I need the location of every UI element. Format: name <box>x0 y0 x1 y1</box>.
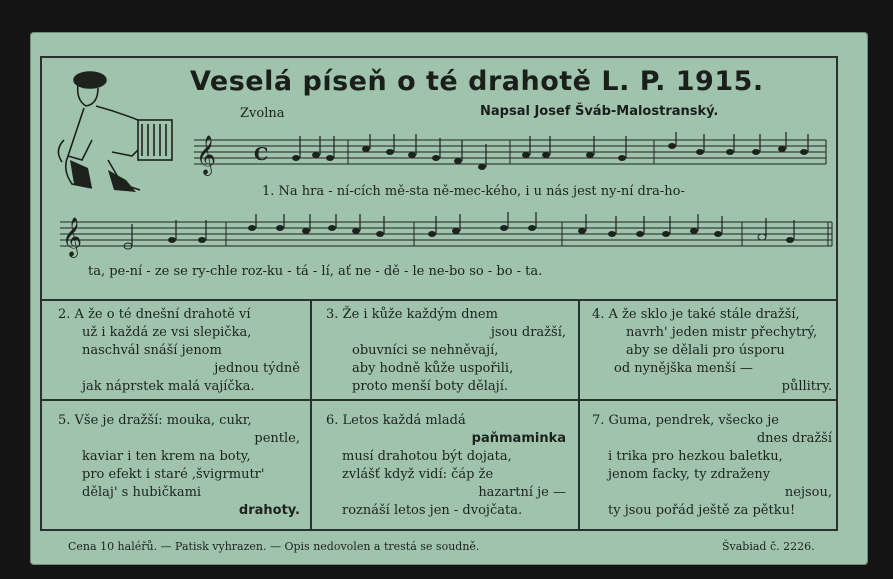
verse-5: 5. Vše je dražší: mouka, cukr, pentle, kaviar i ten krem na boty, pro efekt i staré ,švigrmutr' dělaj' s hubičkami drahoty. <box>58 413 300 518</box>
author-line: Napsal Josef Šváb-Malostranský. <box>480 104 719 119</box>
verse-number: 3. <box>326 307 339 322</box>
grid-col-rule-1 <box>310 300 312 531</box>
tempo-marking: Zvolna <box>240 106 285 121</box>
grid-col-rule-2 <box>578 300 580 531</box>
verse-number: 4. <box>592 307 605 322</box>
svg-text:𝄞: 𝄞 <box>196 135 217 175</box>
verse-2: 2. A že o té dnešní drahotě ví už i každá ze vsi slepička, naschvál snáší jenom jednou týdně jak náprstek malá vajíčka. <box>58 307 300 394</box>
lyrics-line-1: 1. Na hra - ní-cích mě-sta ně-mec-kého, i u nás jest ny-ní dra-ho- <box>262 184 685 199</box>
svg-text:C: C <box>254 144 269 165</box>
footer-catalog-number: Švabiad č. 2226. <box>722 540 815 553</box>
verse-7: 7. Guma, pendrek, všecko je dnes dražší i trika pro hezkou baletku, jenom facky, ty zdraženy nejsou, ty jsou pořád ještě za pětku! <box>592 413 832 518</box>
music-staff-2 <box>56 212 836 260</box>
verse-number: 2. <box>58 307 71 322</box>
music-staff-1 <box>190 132 830 180</box>
footer-price-copyright: Cena 10 haléřů. — Patisk vyhrazen. — Opis nedovolen a trestá se soudně. <box>68 540 480 553</box>
grid-top-rule <box>40 299 838 301</box>
verse-3: 3. Že i kůže každým dnem jsou dražší, obuvníci se nehněvají, aby hodně kůže uspořili, proto menší boty dělají. <box>326 307 566 394</box>
verse-number: 7. <box>592 413 605 428</box>
lyrics-line-2: ta, pe-ní - ze se ry-chle roz-ku - tá - lí, ať ne - dě - le ne-bo so - bo - ta. <box>88 264 543 279</box>
grid-middle-rule <box>40 399 838 401</box>
verse-number: 5. <box>58 413 71 428</box>
verse-6: 6. Letos každá mladá paňmaminka musí drahotou být dojata, zvlášť když vidí: čáp že hazartní je — roznáší letos jen - dvojčata. <box>326 413 566 518</box>
svg-text:𝄞: 𝄞 <box>62 217 83 257</box>
song-title: Veselá píseň o té drahotě L. P. 1915. <box>190 66 764 97</box>
verse-number: 6. <box>326 413 339 428</box>
verse-4: 4. A že sklo je také stále dražší, navrh' jeden mistr přechytrý, aby se dělali pro úsporu od nynějška menší — půllitry. <box>592 307 832 394</box>
accordion-player-illustration <box>48 60 188 200</box>
